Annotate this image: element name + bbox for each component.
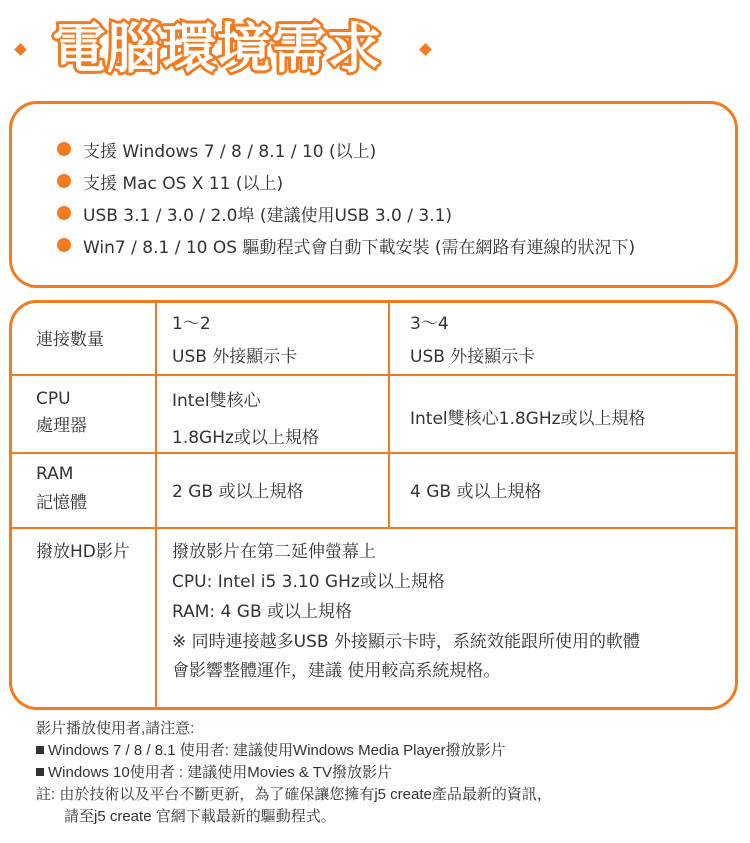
square-bullet-icon [36, 746, 44, 754]
page-title: 電腦環境需求 [52, 17, 382, 80]
video-notes [36, 718, 552, 828]
list-item: USB 3.1 / 3.0 / 2.0埠 (建議使用USB 3.0 / 3.1) [57, 197, 635, 229]
table-cell: 1～2 [172, 314, 211, 334]
table-cell: USB 外接顯示卡 [172, 347, 298, 367]
diamond-icon [419, 43, 432, 56]
table-cell: USB 外接顯示卡 [410, 347, 536, 367]
row-label-cpu: CPU [36, 389, 71, 409]
requirements-panel [9, 101, 738, 288]
spec-table [9, 300, 738, 710]
table-cell: Intel雙核心 [172, 391, 261, 411]
requirements-list [57, 133, 635, 261]
list-item: Windows 7 / 8 / 8.1 使用者: 建議使用Windows Media Player撥放影片 [36, 740, 552, 762]
table-cell: 會影響整體運作，建議 使用較高系統規格。 [172, 661, 501, 681]
notes-heading: 影片播放使用者,請注意: [36, 720, 195, 737]
table-divider [12, 452, 735, 454]
table-cell: 2 GB 或以上規格 [172, 482, 304, 502]
table-divider [155, 303, 157, 710]
table-cell: 3～4 [410, 314, 449, 334]
footnote: 請至j5 create 官網下載最新的驅動程式。 [64, 808, 336, 825]
bullet-dot-icon [57, 238, 71, 252]
row-label-ram: RAM [36, 464, 74, 484]
table-cell: Intel雙核心1.8GHz或以上規格 [410, 409, 646, 429]
row-label-hd-video: 撥放HD影片 [36, 542, 130, 562]
table-cell: 撥放影片在第二延伸螢幕上 [172, 542, 376, 562]
row-label-cpu: 處理器 [36, 416, 87, 436]
table-cell: 4 GB 或以上規格 [410, 482, 542, 502]
square-bullet-icon [36, 768, 44, 776]
title-banner [0, 0, 750, 100]
list-item: 支援 Mac OS X 11 (以上) [57, 165, 635, 197]
table-cell: ※ 同時連接越多USB 外接顯示卡時，系統效能跟所使用的軟體 [172, 632, 640, 652]
row-label-connections: 連接數量 [36, 330, 104, 350]
table-divider [388, 303, 390, 527]
table-divider [12, 527, 735, 529]
table-cell: CPU: Intel i5 3.10 GHz或以上規格 [172, 572, 445, 592]
footnote: 註: 由於技術以及平台不斷更新，為了確保讓您擁有j5 create產品最新的資訊， [36, 786, 552, 803]
list-item: 支援 Windows 7 / 8 / 8.1 / 10 (以上) [57, 133, 635, 165]
diamond-icon [14, 43, 27, 56]
table-cell: 1.8GHz或以上規格 [172, 428, 319, 448]
bullet-dot-icon [57, 206, 71, 220]
table-divider [12, 374, 735, 376]
list-item: Windows 10使用者 : 建議使用Movies & TV撥放影片 [36, 762, 552, 784]
bullet-dot-icon [57, 174, 71, 188]
list-item: Win7 / 8.1 / 10 OS 驅動程式會自動下載安裝 (需在網路有連線的狀況下) [57, 229, 635, 261]
table-cell: RAM: 4 GB 或以上規格 [172, 602, 353, 622]
bullet-dot-icon [57, 142, 71, 156]
row-label-ram: 記憶體 [36, 493, 87, 513]
